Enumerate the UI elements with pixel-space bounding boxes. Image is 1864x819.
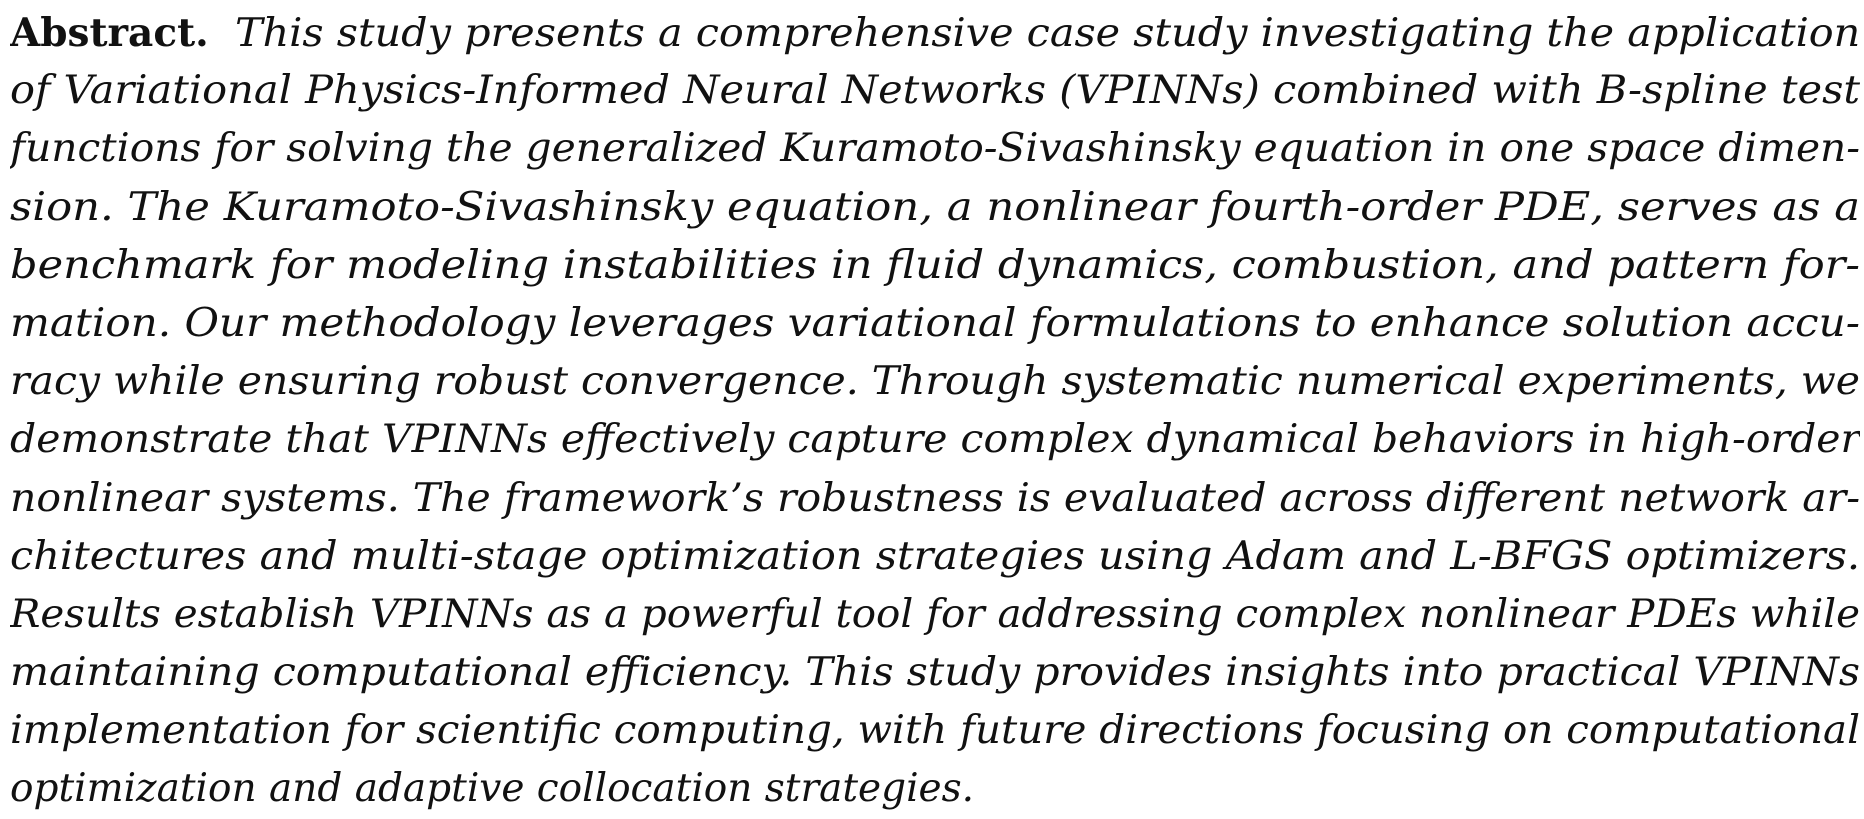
abstract-line-text: chitectures and multi-stage optimization strategies using Adam and L-BFGS optimizers. [10,533,1860,579]
abstract-line [10,528,1860,586]
abstract-heading: Abstract. [10,10,209,56]
abstract-line [10,353,1860,411]
abstract-line [10,62,1860,120]
abstract-line-text: of Variational Physics-Informed Neural Networks (VPINNs) combined with B-spline test [10,68,1860,114]
abstract-line [10,411,1860,469]
abstract-line-text: maintaining computational efficiency. This study provides insights into practical VPINNs [10,650,1860,696]
abstract-line-text: demonstrate that VPINNs effectively capture complex dynamical behaviors in high-order [10,417,1860,463]
abstract-line [10,586,1860,644]
abstract-line-text: This study presents a comprehensive case study investigating the application [234,11,1860,56]
abstract-line [10,179,1860,237]
abstract-section [10,4,1860,819]
abstract-line [10,470,1860,528]
abstract-line [10,237,1860,295]
abstract-line-text: benchmark for modeling instabilities in fluid dynamics, combustion, and pattern for- [10,242,1860,288]
abstract-line-text: functions for solving the generalized Kuramoto-Sivashinsky equation in one space dimen- [10,126,1860,172]
abstract-line-text: nonlinear systems. The framework’s robustness is evaluated across different network ar- [10,475,1860,521]
abstract-line-text: racy while ensuring robust convergence. Through systematic numerical experiments, we [10,359,1860,405]
abstract-line-text: implementation for scientific computing, with future directions focusing on computational [10,708,1860,754]
abstract-line [10,644,1860,702]
abstract-line-text: Results establish VPINNs as a powerful tool for addressing complex nonlinear PDEs while [10,591,1860,637]
abstract-line [10,702,1860,760]
abstract-line [10,4,1860,62]
abstract-line-text: mation. Our methodology leverages variational formulations to enhance solution accu- [10,300,1860,346]
abstract-line-text: optimization and adaptive collocation strategies. [10,766,975,812]
abstract-line [10,120,1860,178]
abstract-line [10,760,1860,818]
abstract-line [10,295,1860,353]
abstract-line-text: sion. The Kuramoto-Sivashinsky equation, a nonlinear fourth-order PDE, serves as a [10,184,1860,230]
